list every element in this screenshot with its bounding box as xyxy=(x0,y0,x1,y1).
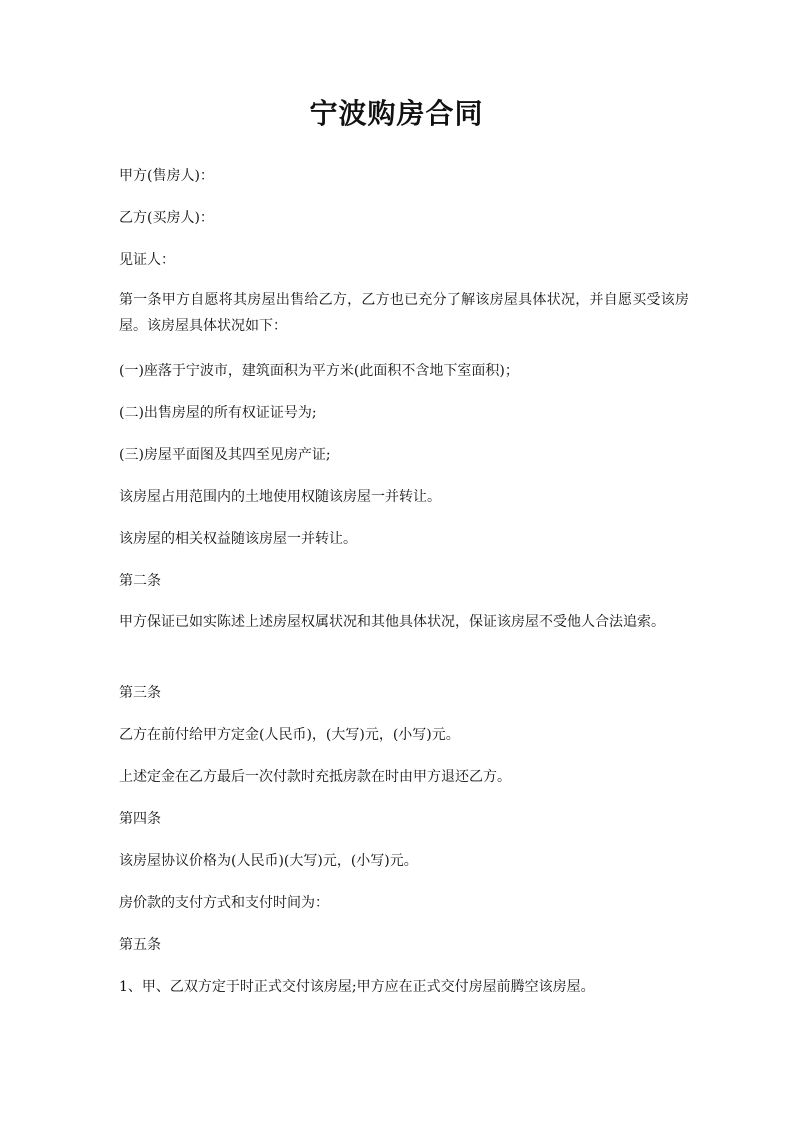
clause-1-2: (二)出售房屋的所有权证证号为; xyxy=(119,405,317,421)
witness-line: 见证人： xyxy=(119,252,175,268)
clause-1-3: (三)房屋平面图及其四至见房产证; xyxy=(119,447,331,463)
document-title: 宁波购房合同 xyxy=(309,97,484,130)
article-2-heading: 第二条 xyxy=(119,573,161,589)
article-5-heading: 第五条 xyxy=(119,937,161,953)
land-use-paragraph: 该房屋占用范围内的土地使用权随该房屋一并转让。 xyxy=(119,489,441,505)
article-2-paragraph: 甲方保证已如实陈述上述房屋权属状况和其他具体状况，保证该房屋不受他人合法追索。 xyxy=(119,614,665,630)
delivery-paragraph: 1、甲、乙双方定于时正式交付该房屋;甲方应在正式交付房屋前腾空该房屋。 xyxy=(119,979,595,995)
party-a-line: 甲方(售房人)： xyxy=(119,168,214,184)
article-1-paragraph: 第一条甲方自愿将其房屋出售给乙方，乙方也已充分了解该房屋具体状况，并自愿买受该房屋。该房屋具体状况如下： xyxy=(119,292,689,334)
deposit-offset-paragraph: 上述定金在乙方最后一次付款时充抵房款在时由甲方退还乙方。 xyxy=(119,769,511,785)
clause-1-1: (一)座落于宁波市，建筑面积为平方米(此面积不含地下室面积)； xyxy=(119,363,519,379)
article-3-heading: 第三条 xyxy=(119,685,161,701)
rights-paragraph: 该房屋的相关权益随该房屋一并转让。 xyxy=(119,531,357,547)
deposit-paragraph: 乙方在前付给甲方定金(人民币)，(大写)元，(小写)元。 xyxy=(119,727,460,743)
price-paragraph: 该房屋协议价格为(人民币)(大写)元，(小写)元。 xyxy=(119,853,418,869)
payment-method-paragraph: 房价款的支付方式和支付时间为： xyxy=(119,895,329,911)
article-4-heading: 第四条 xyxy=(119,811,161,827)
party-b-line: 乙方(买房人)： xyxy=(119,210,214,226)
